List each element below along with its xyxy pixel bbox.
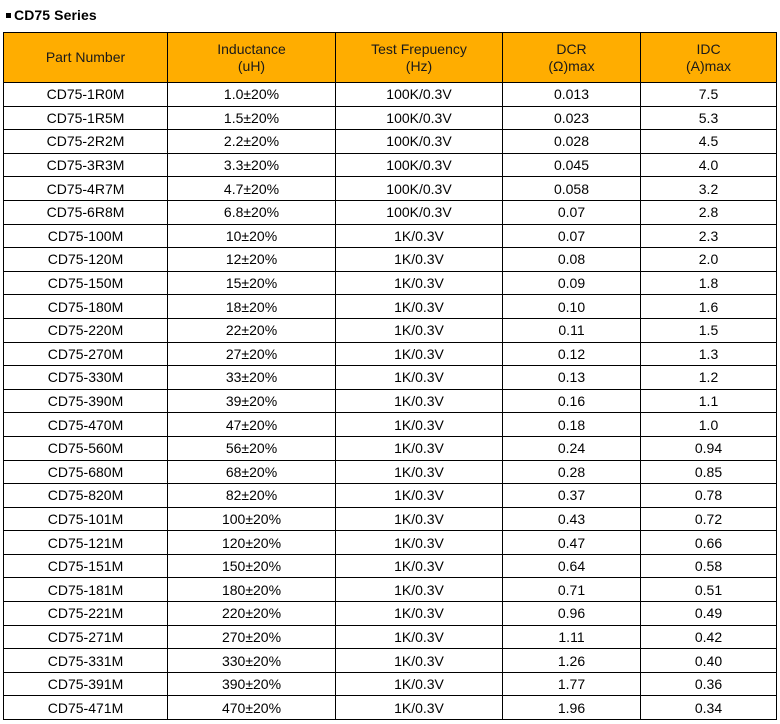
cell-dcr: 0.09 (503, 271, 641, 295)
cell-test-frequency: 1K/0.3V (336, 649, 503, 673)
cell-part-number: CD75-470M (4, 413, 168, 437)
spec-table (3, 32, 777, 720)
cell-test-frequency: 1K/0.3V (336, 436, 503, 460)
cell-test-frequency: 1K/0.3V (336, 318, 503, 342)
cell-part-number: CD75-4R7M (4, 177, 168, 201)
header-unit: (uH) (237, 57, 266, 74)
table-row (4, 413, 777, 437)
table-row (4, 366, 777, 390)
cell-part-number: CD75-2R2M (4, 130, 168, 154)
cell-inductance: 100±20% (168, 507, 336, 531)
cell-test-frequency: 100K/0.3V (336, 106, 503, 130)
cell-part-number: CD75-221M (4, 602, 168, 626)
table-row (4, 271, 777, 295)
header-row (4, 33, 777, 83)
table-row (4, 177, 777, 201)
cell-part-number: CD75-120M (4, 248, 168, 272)
cell-inductance: 39±20% (168, 389, 336, 413)
cell-idc: 0.85 (641, 460, 777, 484)
cell-dcr: 0.08 (503, 248, 641, 272)
cell-part-number: CD75-151M (4, 554, 168, 578)
cell-part-number: CD75-680M (4, 460, 168, 484)
cell-test-frequency: 100K/0.3V (336, 177, 503, 201)
table-row (4, 578, 777, 602)
cell-part-number: CD75-3R3M (4, 153, 168, 177)
cell-part-number: CD75-330M (4, 366, 168, 390)
cell-dcr: 0.18 (503, 413, 641, 437)
cell-dcr: 0.43 (503, 507, 641, 531)
table-row (4, 295, 777, 319)
header-idc (641, 33, 777, 83)
cell-idc: 5.3 (641, 106, 777, 130)
cell-test-frequency: 1K/0.3V (336, 295, 503, 319)
cell-part-number: CD75-121M (4, 531, 168, 555)
header-unit: (A)max (685, 57, 732, 74)
cell-test-frequency: 1K/0.3V (336, 507, 503, 531)
cell-idc: 0.49 (641, 602, 777, 626)
cell-test-frequency: 1K/0.3V (336, 460, 503, 484)
header-unit: (Hz) (405, 57, 433, 74)
table-row (4, 649, 777, 673)
cell-test-frequency: 1K/0.3V (336, 625, 503, 649)
table-row (4, 389, 777, 413)
square-bullet-icon (6, 13, 11, 18)
cell-idc: 7.5 (641, 83, 777, 107)
cell-test-frequency: 1K/0.3V (336, 672, 503, 696)
cell-dcr: 0.16 (503, 389, 641, 413)
table-row (4, 460, 777, 484)
cell-inductance: 2.2±20% (168, 130, 336, 154)
cell-dcr: 0.058 (503, 177, 641, 201)
header-line: Test Frepuency (371, 40, 467, 57)
cell-part-number: CD75-390M (4, 389, 168, 413)
cell-dcr: 0.28 (503, 460, 641, 484)
cell-inductance: 470±20% (168, 696, 336, 720)
cell-idc: 0.72 (641, 507, 777, 531)
cell-inductance: 220±20% (168, 602, 336, 626)
cell-inductance: 22±20% (168, 318, 336, 342)
cell-inductance: 27±20% (168, 342, 336, 366)
cell-inductance: 3.3±20% (168, 153, 336, 177)
cell-idc: 1.2 (641, 366, 777, 390)
table-row (4, 224, 777, 248)
table-row (4, 106, 777, 130)
header-line: IDC (696, 40, 721, 57)
header-test-frequency (336, 33, 503, 83)
cell-idc: 0.66 (641, 531, 777, 555)
table-row (4, 484, 777, 508)
cell-dcr: 0.47 (503, 531, 641, 555)
cell-dcr: 0.045 (503, 153, 641, 177)
header-line: Part Number (45, 49, 126, 65)
cell-inductance: 4.7±20% (168, 177, 336, 201)
cell-inductance: 33±20% (168, 366, 336, 390)
cell-test-frequency: 1K/0.3V (336, 389, 503, 413)
table-row (4, 554, 777, 578)
cell-idc: 0.36 (641, 672, 777, 696)
cell-inductance: 330±20% (168, 649, 336, 673)
table-row (4, 696, 777, 720)
header-part-number (4, 33, 168, 83)
cell-test-frequency: 1K/0.3V (336, 248, 503, 272)
cell-dcr: 0.37 (503, 484, 641, 508)
cell-dcr: 0.028 (503, 130, 641, 154)
cell-part-number: CD75-270M (4, 342, 168, 366)
cell-part-number: CD75-331M (4, 649, 168, 673)
cell-dcr: 0.12 (503, 342, 641, 366)
cell-part-number: CD75-471M (4, 696, 168, 720)
table-row (4, 153, 777, 177)
cell-dcr: 0.96 (503, 602, 641, 626)
cell-idc: 1.0 (641, 413, 777, 437)
header-line: DCR (556, 40, 587, 57)
cell-test-frequency: 1K/0.3V (336, 342, 503, 366)
cell-inductance: 270±20% (168, 625, 336, 649)
cell-inductance: 150±20% (168, 554, 336, 578)
cell-inductance: 180±20% (168, 578, 336, 602)
cell-idc: 1.3 (641, 342, 777, 366)
cell-inductance: 47±20% (168, 413, 336, 437)
cell-dcr: 0.023 (503, 106, 641, 130)
cell-test-frequency: 100K/0.3V (336, 200, 503, 224)
cell-idc: 0.42 (641, 625, 777, 649)
cell-idc: 2.3 (641, 224, 777, 248)
cell-idc: 2.0 (641, 248, 777, 272)
cell-dcr: 0.013 (503, 83, 641, 107)
cell-idc: 0.34 (641, 696, 777, 720)
cell-idc: 2.8 (641, 200, 777, 224)
cell-test-frequency: 1K/0.3V (336, 224, 503, 248)
cell-idc: 0.51 (641, 578, 777, 602)
cell-test-frequency: 1K/0.3V (336, 578, 503, 602)
cell-inductance: 18±20% (168, 295, 336, 319)
cell-idc: 1.5 (641, 318, 777, 342)
cell-part-number: CD75-180M (4, 295, 168, 319)
table-row (4, 625, 777, 649)
header-dcr (503, 33, 641, 83)
cell-test-frequency: 1K/0.3V (336, 696, 503, 720)
cell-part-number: CD75-100M (4, 224, 168, 248)
series-title (6, 7, 97, 23)
cell-test-frequency: 1K/0.3V (336, 554, 503, 578)
cell-test-frequency: 100K/0.3V (336, 83, 503, 107)
cell-inductance: 390±20% (168, 672, 336, 696)
cell-part-number: CD75-1R5M (4, 106, 168, 130)
cell-inductance: 68±20% (168, 460, 336, 484)
header-unit: (Ω)max (548, 57, 595, 74)
cell-dcr: 1.26 (503, 649, 641, 673)
table-row (4, 83, 777, 107)
cell-part-number: CD75-6R8M (4, 200, 168, 224)
cell-inductance: 12±20% (168, 248, 336, 272)
table-row (4, 602, 777, 626)
cell-test-frequency: 1K/0.3V (336, 271, 503, 295)
cell-part-number: CD75-1R0M (4, 83, 168, 107)
cell-dcr: 0.13 (503, 366, 641, 390)
header-line: Inductance (217, 40, 286, 57)
cell-test-frequency: 1K/0.3V (336, 531, 503, 555)
cell-dcr: 1.77 (503, 672, 641, 696)
cell-inductance: 120±20% (168, 531, 336, 555)
cell-dcr: 0.11 (503, 318, 641, 342)
cell-idc: 1.1 (641, 389, 777, 413)
cell-inductance: 15±20% (168, 271, 336, 295)
cell-inductance: 56±20% (168, 436, 336, 460)
cell-dcr: 1.11 (503, 625, 641, 649)
cell-test-frequency: 100K/0.3V (336, 130, 503, 154)
table-row (4, 318, 777, 342)
table-row (4, 531, 777, 555)
cell-inductance: 82±20% (168, 484, 336, 508)
cell-idc: 0.78 (641, 484, 777, 508)
cell-part-number: CD75-391M (4, 672, 168, 696)
cell-part-number: CD75-150M (4, 271, 168, 295)
cell-dcr: 0.71 (503, 578, 641, 602)
cell-idc: 1.6 (641, 295, 777, 319)
cell-test-frequency: 1K/0.3V (336, 602, 503, 626)
cell-dcr: 0.07 (503, 200, 641, 224)
cell-idc: 4.0 (641, 153, 777, 177)
cell-idc: 0.94 (641, 436, 777, 460)
table-row (4, 436, 777, 460)
cell-idc: 1.8 (641, 271, 777, 295)
cell-idc: 4.5 (641, 130, 777, 154)
table-row (4, 672, 777, 696)
series-title-text: CD75 Series (14, 7, 97, 23)
cell-inductance: 6.8±20% (168, 200, 336, 224)
cell-test-frequency: 1K/0.3V (336, 413, 503, 437)
cell-dcr: 0.64 (503, 554, 641, 578)
cell-inductance: 1.5±20% (168, 106, 336, 130)
cell-test-frequency: 1K/0.3V (336, 366, 503, 390)
table-row (4, 248, 777, 272)
cell-idc: 0.40 (641, 649, 777, 673)
table-row (4, 200, 777, 224)
header-inductance (168, 33, 336, 83)
cell-part-number: CD75-101M (4, 507, 168, 531)
cell-idc: 0.58 (641, 554, 777, 578)
cell-part-number: CD75-220M (4, 318, 168, 342)
cell-part-number: CD75-560M (4, 436, 168, 460)
cell-inductance: 1.0±20% (168, 83, 336, 107)
cell-dcr: 1.96 (503, 696, 641, 720)
table-row (4, 130, 777, 154)
cell-dcr: 0.10 (503, 295, 641, 319)
cell-idc: 3.2 (641, 177, 777, 201)
cell-test-frequency: 100K/0.3V (336, 153, 503, 177)
cell-inductance: 10±20% (168, 224, 336, 248)
cell-dcr: 0.07 (503, 224, 641, 248)
table-row (4, 342, 777, 366)
table-row (4, 507, 777, 531)
cell-part-number: CD75-271M (4, 625, 168, 649)
cell-test-frequency: 1K/0.3V (336, 484, 503, 508)
cell-part-number: CD75-820M (4, 484, 168, 508)
cell-dcr: 0.24 (503, 436, 641, 460)
cell-part-number: CD75-181M (4, 578, 168, 602)
